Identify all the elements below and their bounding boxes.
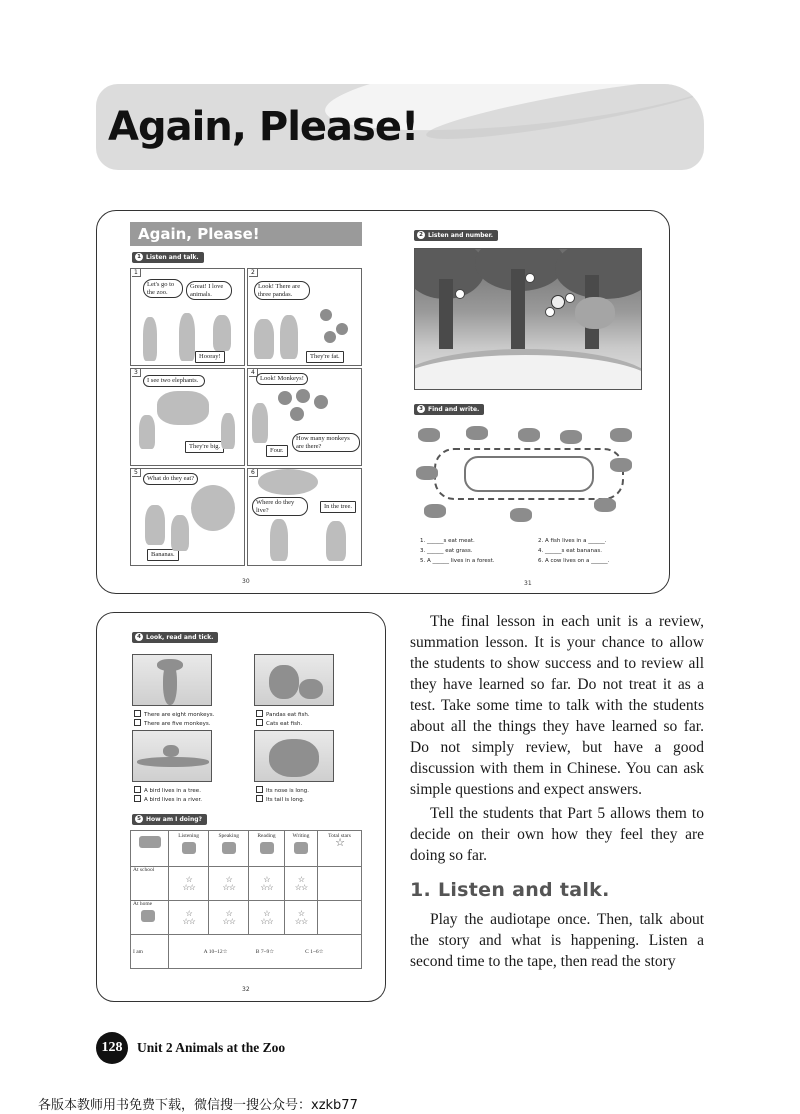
star-icon: ☆ xyxy=(335,837,344,849)
star-cell xyxy=(284,867,317,901)
cat-figure xyxy=(299,679,323,699)
row-label: I am xyxy=(131,935,169,969)
table-row xyxy=(131,935,362,969)
panel-number: 4 xyxy=(249,369,258,377)
bird-picture xyxy=(610,428,632,442)
comic-grid xyxy=(130,268,362,564)
tick-option: A bird lives in a tree. xyxy=(134,786,201,794)
branch xyxy=(137,757,209,767)
section-label: Listen and number. xyxy=(428,232,493,239)
panel-number: 2 xyxy=(249,269,258,277)
column-header: Speaking xyxy=(209,831,249,867)
section-tag-listen-talk xyxy=(132,252,204,263)
comic-panel-5 xyxy=(130,468,245,566)
speech-bubble: I see two elephants. xyxy=(143,375,205,387)
tick-option: There are eight monkeys. xyxy=(134,710,214,718)
teacher-notes xyxy=(410,611,704,972)
fill-sentence: 1. ______s eat meat. xyxy=(420,538,475,544)
row-label: At school xyxy=(131,867,169,901)
grade-c: C 1~6☆ xyxy=(305,948,324,955)
panel-number: 6 xyxy=(249,469,258,477)
section-tag-look-read-tick xyxy=(132,632,218,643)
section-number: 1 xyxy=(135,253,143,261)
page30-banner-title: Again, Please! xyxy=(138,225,260,243)
ear-icon xyxy=(182,842,196,854)
comic-panel-2 xyxy=(247,268,362,366)
tree-figure xyxy=(258,469,318,495)
page30-banner xyxy=(130,222,362,246)
comic-panel-1 xyxy=(130,268,245,366)
speech-bubble: Look! Monkeys! xyxy=(256,373,308,385)
tree-figure xyxy=(191,485,235,531)
grade-a: A 10~12☆ xyxy=(203,948,228,955)
child-figure xyxy=(179,313,195,361)
cat-figure xyxy=(269,665,299,699)
speech-bubble: They're fat. xyxy=(306,351,344,363)
child-figure xyxy=(280,315,298,359)
speech-bubble: Hooray! xyxy=(195,351,225,363)
section-number: 3 xyxy=(417,405,425,413)
panda-figure xyxy=(320,309,332,321)
pencil-icon xyxy=(294,842,308,854)
monkey-figure xyxy=(314,395,328,409)
find-and-write-maze xyxy=(414,426,642,526)
forest-scene-illustration xyxy=(414,248,642,390)
grade-b: B 7~9☆ xyxy=(255,948,275,955)
title-banner xyxy=(96,84,704,170)
section-tag-find-write xyxy=(414,404,484,415)
grade-cell xyxy=(169,935,362,969)
elephant-figure xyxy=(575,297,615,329)
fill-sentence: 3. ______ eat grass. xyxy=(420,548,473,554)
child-figure xyxy=(139,415,155,449)
cats-picture xyxy=(254,654,334,706)
row-label: At home xyxy=(131,901,169,935)
paragraph-listen-talk: Play the audiotape once. Then, talk about the story and what is happening. Listen a second time to the tape, then read the story xyxy=(410,911,704,970)
speech-bubble: How many monkeys are there? xyxy=(292,433,360,452)
fill-sentence: 5. A ______ lives in a forest. xyxy=(420,558,495,564)
stars-icon: ☆ ☆☆ xyxy=(222,874,235,892)
section-number: 4 xyxy=(135,633,143,641)
section-number: 2 xyxy=(417,231,425,239)
total-cell xyxy=(318,867,362,901)
section-label: Find and write. xyxy=(428,406,480,413)
panel-number: 3 xyxy=(132,369,141,377)
cow-picture xyxy=(466,426,488,440)
textbook-page-30 xyxy=(130,222,362,585)
fill-sentence: 2. A fish lives in a ______. xyxy=(538,538,607,544)
stars-icon: ☆ ☆☆ xyxy=(222,908,235,926)
child-figure xyxy=(171,515,189,551)
monkey-figure xyxy=(278,391,292,405)
bird-picture xyxy=(132,730,212,782)
stars-icon: ☆ ☆☆ xyxy=(182,908,195,926)
speech-bubble: They're big. xyxy=(185,441,224,453)
column-header: Listening xyxy=(169,831,209,867)
textbook-page-31 xyxy=(412,226,644,587)
star-cell xyxy=(169,901,209,935)
number-circle xyxy=(455,289,465,299)
total-cell xyxy=(318,901,362,935)
monkey-figure xyxy=(157,659,183,671)
star-cell xyxy=(209,901,249,935)
frog-picture xyxy=(610,458,632,472)
stars-icon: ☆ ☆☆ xyxy=(182,874,195,892)
tick-option: Its tail is long. xyxy=(256,795,304,803)
table-row xyxy=(131,901,362,935)
child-figure xyxy=(252,403,268,443)
speech-bubble: Four. xyxy=(266,445,288,457)
stars-icon: ☆ ☆☆ xyxy=(294,874,308,892)
section-label: Look, read and tick. xyxy=(146,634,214,641)
monkey-picture xyxy=(518,428,540,442)
section-tag-how-am-i-doing xyxy=(132,814,207,825)
child-figure xyxy=(270,519,288,561)
comic-panel-3 xyxy=(130,368,245,466)
stars-icon: ☆ ☆☆ xyxy=(294,908,308,926)
table-header-row xyxy=(131,831,362,867)
speech-bubble: Look! There are three pandas. xyxy=(254,281,310,300)
textbook-page-32 xyxy=(130,630,362,993)
panel-number: 5 xyxy=(132,469,141,477)
column-header: Reading xyxy=(249,831,285,867)
number-circle xyxy=(525,273,535,283)
number-circle xyxy=(545,307,555,317)
grass-picture xyxy=(560,430,582,444)
speech-bubble: Let's go to the zoo. xyxy=(143,279,183,298)
tick-option: A bird lives in a river. xyxy=(134,795,202,803)
star-cell xyxy=(249,867,285,901)
tick-option: There are five monkeys. xyxy=(134,719,210,727)
fill-sentence: 4. ______s eat bananas. xyxy=(538,548,602,554)
child-figure xyxy=(326,521,346,561)
monkeys-picture xyxy=(132,654,212,706)
page-number-32: 32 xyxy=(242,986,250,993)
paragraph-part5: Tell the students that Part 5 allows them to decide on their own how they feel they are doing so far. xyxy=(410,805,704,864)
elephant-figure xyxy=(157,391,209,425)
star-cell xyxy=(169,867,209,901)
page-number-31: 31 xyxy=(524,580,532,587)
elephant-figure xyxy=(269,739,319,777)
bird-figure xyxy=(163,745,179,757)
monkey-figure xyxy=(290,407,304,421)
speech-bubble: Great! I love animals. xyxy=(186,281,232,300)
forest-picture xyxy=(424,504,446,518)
tick-option: Cats eat fish. xyxy=(256,719,302,727)
column-header: Writing xyxy=(284,831,317,867)
banana-picture xyxy=(416,466,438,480)
watermark-text: 各版本教师用书免费下载，微信搜一搜公众号：xzkb77 xyxy=(38,1098,358,1113)
child-figure xyxy=(254,319,274,359)
column-header: Total stars ☆ xyxy=(318,831,362,867)
panda-figure xyxy=(551,295,565,309)
panel-number: 1 xyxy=(132,269,141,277)
tick-option: Its nose is long. xyxy=(256,786,309,794)
speech-bubble: In the tree. xyxy=(320,501,356,513)
children-icon xyxy=(139,836,161,848)
fish-picture xyxy=(418,428,440,442)
fill-sentence: 6. A cow lives on a ______. xyxy=(538,558,610,564)
unit-title: Unit 2 Animals at the Zoo xyxy=(137,1040,286,1055)
panda-figure xyxy=(324,331,336,343)
section-label: Listen and talk. xyxy=(146,254,199,261)
child-figure xyxy=(213,315,231,351)
table-corner-cell xyxy=(131,831,169,867)
page-title: Again, Please! xyxy=(108,104,419,150)
mouth-icon xyxy=(222,842,236,854)
house-icon xyxy=(141,910,155,922)
sheep-picture xyxy=(594,498,616,512)
elephant-picture xyxy=(254,730,334,782)
section-tag-listen-number xyxy=(414,230,498,241)
self-assessment-table xyxy=(130,830,362,969)
child-figure xyxy=(143,317,157,361)
maze-path-inner xyxy=(464,456,594,492)
river xyxy=(414,349,642,390)
table-row xyxy=(131,867,362,901)
panda-figure xyxy=(336,323,348,335)
section-label: How am I doing? xyxy=(146,816,203,823)
tree-trunk xyxy=(511,269,525,349)
page-number-30: 30 xyxy=(242,578,250,585)
star-cell xyxy=(284,901,317,935)
monkey-figure xyxy=(296,389,310,403)
speech-bubble: Bananas. xyxy=(147,549,179,561)
child-figure xyxy=(145,505,165,545)
paragraph-intro: The final lesson in each unit is a review, summation lesson. It is your chance to allow the students to show success and to review all they have learned so far. Do not treat it as a test. Take some time to talk with the students about all the things they have learned so far. Do not simply review, but have a good discussion with them in Chinese. You can ask simple questions and expect answers. xyxy=(410,613,704,798)
speech-bubble: Where do they live? xyxy=(252,497,308,516)
section-heading-listen-talk: 1. Listen and talk. xyxy=(410,879,610,901)
tree-trunk xyxy=(439,279,453,349)
book-icon xyxy=(260,842,274,854)
comic-panel-4 xyxy=(247,368,362,466)
number-circle xyxy=(565,293,575,303)
section-number: 5 xyxy=(135,815,143,823)
stars-icon: ☆ ☆☆ xyxy=(260,874,273,892)
stars-icon: ☆ ☆☆ xyxy=(260,908,273,926)
tick-option: Pandas eat fish. xyxy=(256,710,310,718)
comic-panel-6 xyxy=(247,468,362,566)
star-cell xyxy=(209,867,249,901)
page-number-badge: 128 xyxy=(96,1032,128,1064)
star-cell xyxy=(249,901,285,935)
meat-picture xyxy=(510,508,532,522)
child-figure xyxy=(221,413,235,449)
speech-bubble: What do they eat? xyxy=(143,473,198,485)
